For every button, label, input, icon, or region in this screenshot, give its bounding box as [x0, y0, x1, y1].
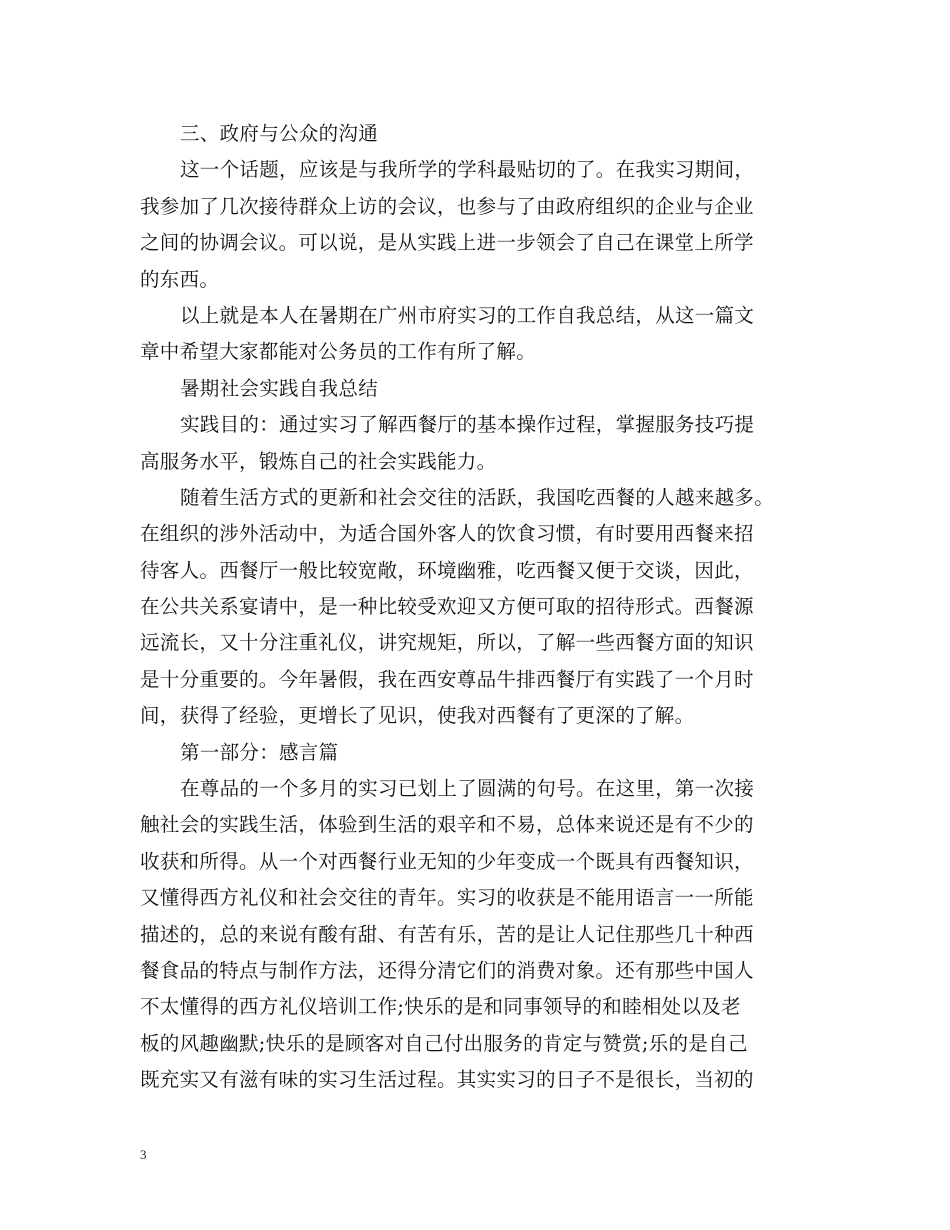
paragraph-line: 以上就是本人在暑期在广州市府实习的工作自我总结，从这一篇文 — [180, 303, 755, 327]
document-body — [140, 116, 820, 1099]
paragraph-line: 这一个话题，应该是与我所学的学科最贴切的了。在我实习期间， — [180, 158, 755, 182]
paragraph-line: 间，获得了经验，更增长了见识，使我对西餐有了更深的了解。 — [140, 704, 695, 728]
paragraph-line: 的东西。 — [140, 267, 220, 291]
paragraph-line: 既充实又有滋有味的实习生活过程。其实实习的日子不是很长，当初的 — [140, 1068, 754, 1092]
paragraph-line: 板的风趣幽默;快乐的是顾客对自己付出服务的肯定与赞赏;乐的是自己 — [140, 1031, 748, 1055]
paragraph-line: 是十分重要的。今年暑假，我在西安尊品牛排西餐厅有实践了一个月时 — [140, 667, 754, 691]
paragraph-line: 在尊品的一个多月的实习已划上了圆满的句号。在这里，第一次接 — [180, 777, 755, 801]
paragraph-line: 之间的协调会议。可以说，是从实践上进一步领会了自己在课堂上所学 — [140, 231, 754, 255]
paragraph-line: 又懂得西方礼仪和社会交往的青年。实习的收获是不能用语言一一所能 — [140, 886, 754, 910]
paragraph-line: 实践目的：通过实习了解西餐厅的基本操作过程，掌握服务技巧提 — [180, 413, 755, 437]
paragraph-line: 远流长，又十分注重礼仪，讲究规矩，所以，了解一些西餐方面的知识 — [140, 631, 754, 655]
section-heading-government-communication: 三、政府与公众的沟通 — [180, 122, 379, 145]
paragraph-line: 随着生活方式的更新和社会交往的活跃，我国吃西餐的人越来越多。 — [180, 485, 775, 509]
paragraph-line: 不太懂得的西方礼仪培训工作;快乐的是和同事领导的和睦相处以及老 — [140, 995, 741, 1019]
paragraph-line: 在组织的涉外活动中，为适合国外客人的饮食习惯，有时要用西餐来招 — [140, 522, 754, 546]
paragraph-line: 待客人。西餐厅一般比较宽敞，环境幽雅，吃西餐又便于交谈，因此， — [140, 558, 754, 582]
paragraph-line: 高服务水平，锻炼自己的社会实践能力。 — [140, 449, 497, 473]
paragraph-line: 收获和所得。从一个对西餐行业无知的少年变成一个既具有西餐知识， — [140, 849, 754, 873]
paragraph-line: 描述的，总的来说有酸有甜、有苦有乐，苦的是让人记住那些几十种西 — [140, 922, 754, 946]
section-heading-summer-practice: 暑期社会实践自我总结 — [180, 376, 379, 400]
page-number: 3 — [140, 1147, 147, 1162]
paragraph-line: 在公共关系宴请中，是一种比较受欢迎又方便可取的招待形式。西餐源 — [140, 595, 754, 619]
section-heading-part-one: 第一部分：感言篇 — [180, 740, 339, 764]
paragraph-line: 餐食品的特点与制作方法，还得分清它们的消费对象。还有那些中国人 — [140, 958, 754, 982]
paragraph-line: 章中希望大家都能对公务员的工作有所了解。 — [140, 340, 537, 364]
paragraph-line: 我参加了几次接待群众上访的会议，也参与了由政府组织的企业与企业 — [140, 194, 754, 218]
paragraph-line: 触社会的实践生活，体验到生活的艰辛和不易，总体来说还是有不少的 — [140, 813, 754, 837]
